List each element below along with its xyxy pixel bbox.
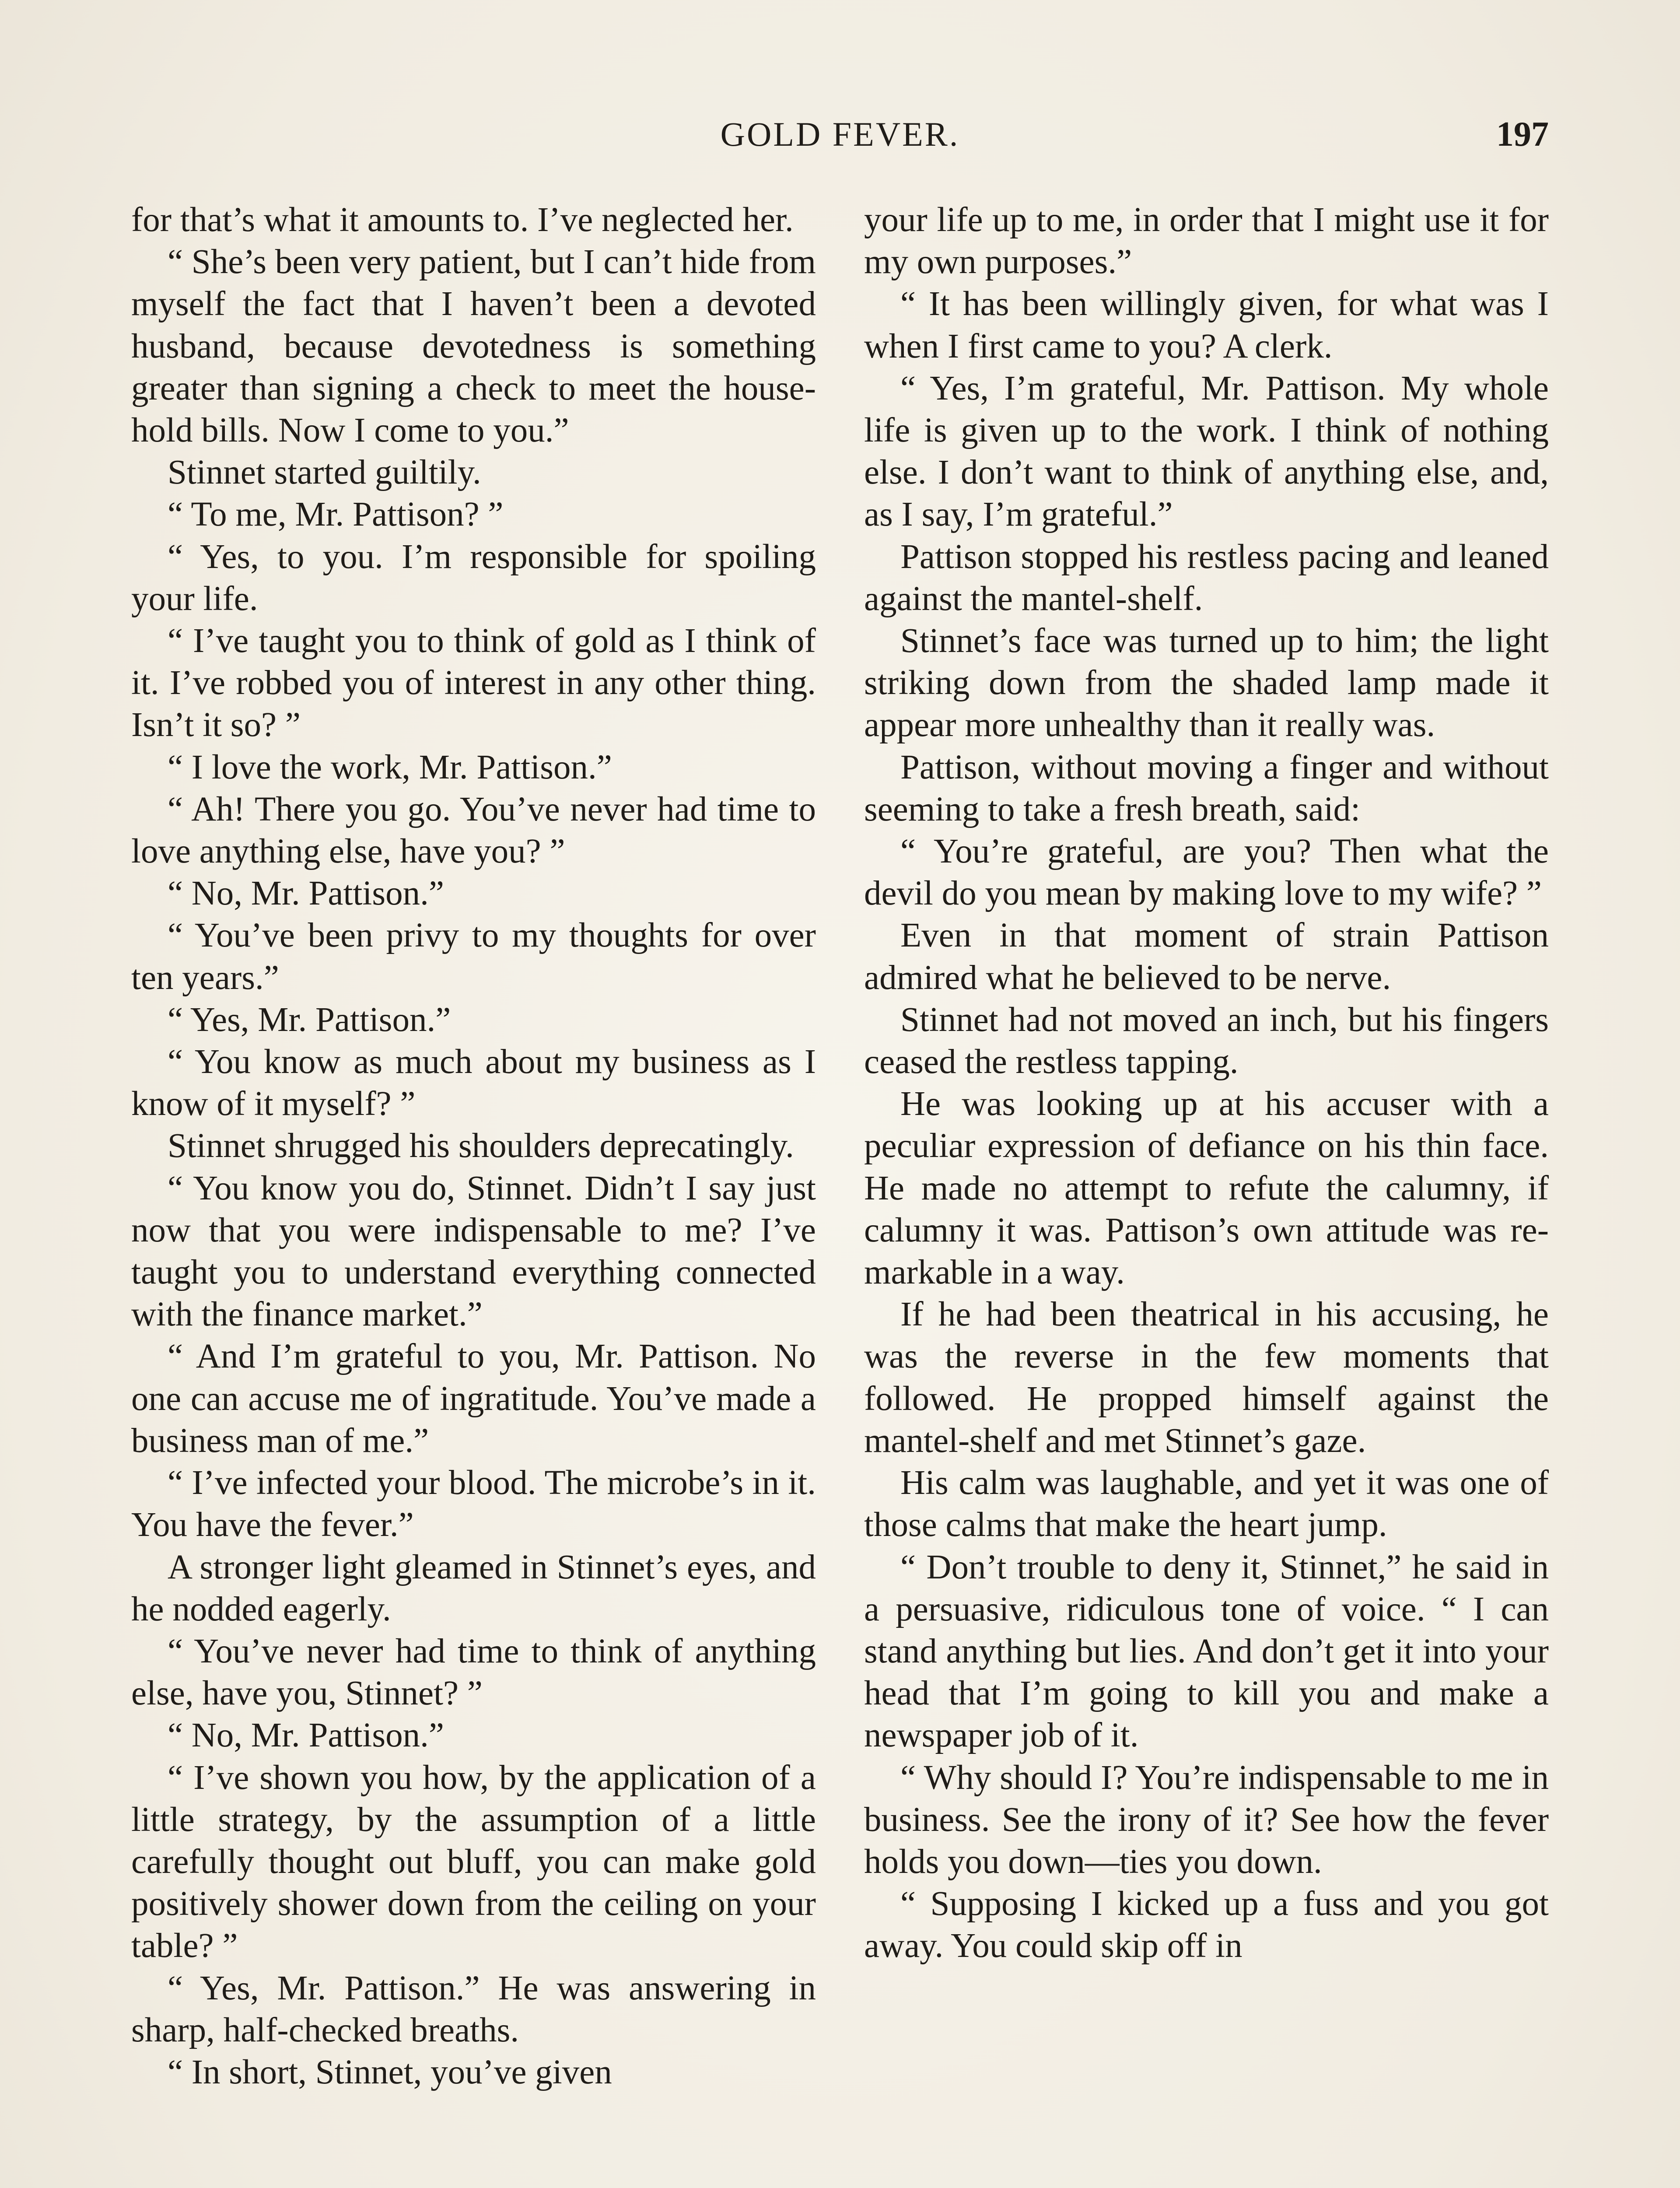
paragraph: “ Ah! There you go. You’ve never had time to love anything else, have you? ” — [131, 790, 816, 871]
page-number: 197 — [1496, 115, 1549, 154]
paragraph: “ No, Mr. Pattison.” — [167, 874, 444, 913]
paragraph: Stinnet started guiltily. — [167, 453, 481, 492]
paragraph: Stinnet shrugged his shoulders deprecatingly. — [167, 1127, 794, 1165]
paragraph: “ Supposing I kicked up a fuss and you got away. You could skip off in — [864, 1885, 1549, 1965]
paragraph: “ You’re grateful, are you? Then what the devil do you mean by making love to my wife? ” — [864, 832, 1549, 913]
paragraph: He was looking up at his accuser with a peculiar expression of defiance on his thin face. He made no attempt to refute the calumny, if calumny it was. Pattison’s own attitude was remarkable in a way. — [864, 1085, 1549, 1292]
paragraph: “ Yes, Mr. Pattison.” — [167, 1000, 451, 1039]
paragraph: A stronger light gleamed in Stinnet’s eyes, and he nodded eagerly. — [131, 1548, 816, 1628]
paragraph: “ I love the work, Mr. Pattison.” — [167, 748, 612, 786]
paragraph: Stinnet had not moved an inch, but his fingers ceased the restless tapping. — [864, 1000, 1549, 1081]
paragraph: “ And I’m grateful to you, Mr. Pattison. No one can accuse me of ingratitude. You’ve made a business man of me.” — [131, 1337, 816, 1460]
paragraph: “ You’ve been privy to my thoughts for over ten years.” — [131, 916, 816, 997]
running-title: GOLD FEVER. — [720, 115, 960, 153]
paragraph: “ In short, Stinnet, you’ve given — [167, 2053, 612, 2091]
paragraph: “ You’ve never had time to think of anything else, have you, Stinnet? ” — [131, 1632, 816, 1713]
paragraph: “ You know you do, Stinnet. Didn’t I say just now that you were indispensable to me? I’ve taught you to understand everything connected with the finance market.” — [131, 1169, 816, 1334]
paragraph: “ You know as much about my business as I know of it myself? ” — [131, 1043, 816, 1123]
paragraph: “ Why should I? You’re indispensable to me in business. See the irony of it? See how the fever holds you down—ties you down. — [864, 1758, 1549, 1881]
paragraph: “ It has been willingly given, for what was I when I first came to you? A clerk. — [864, 285, 1549, 365]
paragraph: Pattison stopped his restless pacing and leaned against the mantel-shelf. — [864, 537, 1549, 618]
left-text-column — [131, 199, 816, 2093]
page-header — [131, 110, 1549, 158]
paragraph: “ To me, Mr. Pattison? ” — [167, 495, 504, 534]
paragraph: “ She’s been very patient, but I can’t hide from myself the fact that I haven’t been a devoted husband, because devotedness is something greater than signing a check to meet the household bills. Now I come to you.” — [131, 243, 816, 450]
paragraph: “ I’ve infected your blood. The microbe’s in it. You have the fever.” — [131, 1464, 816, 1544]
paragraph: “ No, Mr. Pattison.” — [167, 1716, 444, 1755]
paragraph: your life up to me, in order that I might use it for my own purposes.” — [864, 201, 1549, 281]
paragraph: Pattison, without moving a finger and without seeming to take a fresh breath, said: — [864, 748, 1549, 828]
paragraph: “ I’ve taught you to think of gold as I think of it. I’ve robbed you of interest in any other thing. Isn’t it so? ” — [131, 622, 816, 744]
paragraph: “ Yes, to you. I’m responsible for spoiling your life. — [131, 537, 816, 618]
paragraph: If he had been theatrical in his accusing, he was the reverse in the few moments that followed. He propped himself against the mantel-shelf and met Stinnet’s gaze. — [864, 1295, 1549, 1460]
paragraph: Even in that moment of strain Pattison admired what he believed to be nerve. — [864, 916, 1549, 997]
paragraph: His calm was laughable, and yet it was one of those calms that make the heart jump. — [864, 1464, 1549, 1544]
paragraph: “ Yes, Mr. Pattison.” He was answering in sharp, half-checked breaths. — [131, 1969, 816, 2049]
paragraph: “ Yes, I’m grateful, Mr. Pattison. My whole life is given up to the work. I think of nothing else. I don’t want to think of anything else, and, as I say, I’m grateful.” — [864, 369, 1549, 534]
paragraph: Stinnet’s face was turned up to him; the light striking down from the shaded lamp made it appear more unhealthy than it really was. — [864, 622, 1549, 744]
paragraph: “ Don’t trouble to deny it, Stinnet,” he said in a persuasive, ridiculous tone of voice. “ I can stand anything but lies. And don’t get it into your head that I’m going to kill you and make a newspaper job of it. — [864, 1548, 1549, 1755]
paragraph: for that’s what it amounts to. I’ve neglected her. — [131, 201, 794, 239]
right-text-column — [864, 199, 1549, 1967]
paragraph: “ I’ve shown you how, by the application of a little strategy, by the assumption of a little carefully thought out bluff, you can make gold positively shower down from the ceiling on your table? ” — [131, 1758, 816, 1965]
